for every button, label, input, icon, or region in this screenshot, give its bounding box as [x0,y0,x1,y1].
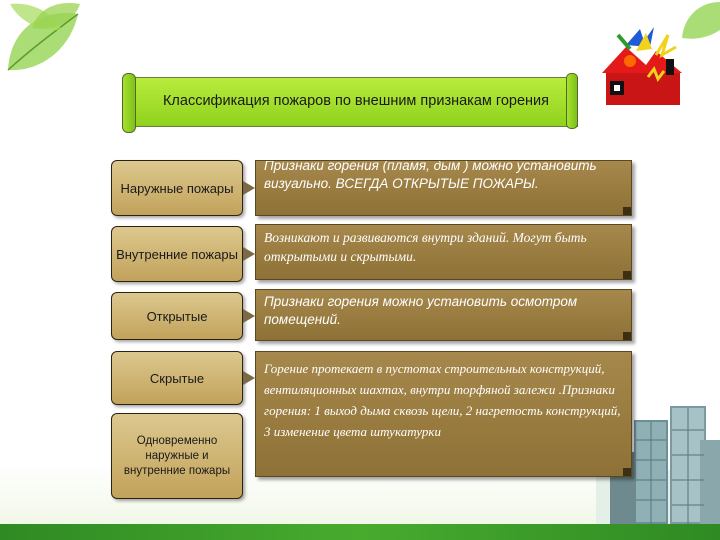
bottom-bar [0,524,720,540]
arrow-icon [243,309,255,323]
description-indoor [255,224,632,280]
description-hidden [255,351,632,477]
category-combined-fires: Одновременно наружные и внутренние пожары [111,413,243,499]
corner-fold [623,468,631,476]
category-indoor-fires: Внутренние пожары [111,226,243,282]
category-open-fires: Открытые [111,292,243,340]
title-banner [122,73,578,129]
corner-fold [623,207,631,215]
arrow-icon [243,247,255,261]
category-outdoor-fires: Наружные пожары [111,160,243,216]
description-open [255,289,632,341]
arrow-icon [243,371,255,385]
leaf-icon [30,0,84,32]
description-open-text: Признаки горения можно установить осмотром помещений. [264,294,578,327]
arrow-icon [243,181,255,195]
corner-fold [623,332,631,340]
corner-fold [623,271,631,279]
description-outdoor [255,160,632,216]
description-indoor-text: Возникают и развиваются внутри зданий. Могут быть открытыми и скрытыми. [264,230,587,264]
page-title: Классификация пожаров по внешним признакам горения [162,93,550,109]
description-outdoor-text: Признаки горения (пламя, дым ) можно установить визуально. ВСЕГДА ОТКРЫТЫЕ ПОЖАРЫ. [264,160,597,191]
description-hidden-text: Горение протекает в пустотах строительных конструкций, вентиляционных шахтах, внутри торфяной залежи .Признаки горения: 1 выход дыма сквозь щели, 2 нагретость конструкций, 3 изменение цвета штукатурки [264,361,621,439]
scroll-roll-left [122,73,136,133]
category-hidden-fires: Скрытые [111,351,243,405]
fire-house-icon [596,25,688,107]
